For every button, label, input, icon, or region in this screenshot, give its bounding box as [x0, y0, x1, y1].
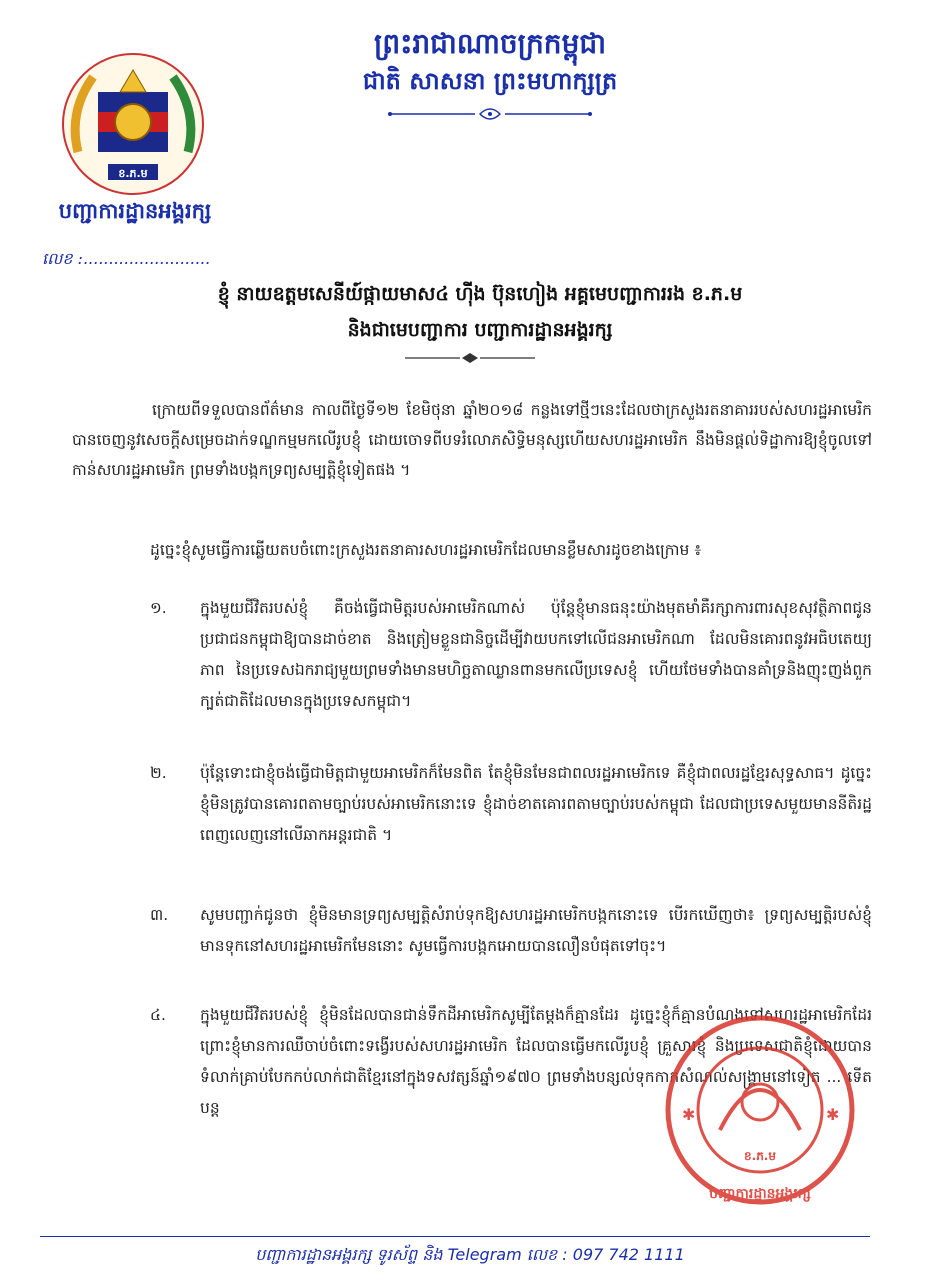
- intro-paragraph: ក្រោយពីទទួលបានព័ត៌មាន កាលពីថ្ងៃទី១២ ខែមិថុនា ឆ្នាំ២០១៨ កន្លងទៅថ្មីៗនេះដែលថាក្រសួងរតនាគាររបស់សហរដ្ឋអាមេរិក បានចេញនូវសេចក្ដីសម្រេចដាក់ទណ្ឌកម្មមកលើរូបខ្ញុំ ដោយចោទពីបទរំលោភសិទ្ធិមនុស្សហើយសហរដ្ឋអាមេរិក នឹងមិនផ្ដល់ទិដ្ឋាការឱ្យខ្ញុំចូលទៅកាន់សហរដ្ឋអាមេរិក ព្រមទាំងបង្កកទ្រព្យសម្បត្តិខ្ញុំទៀតផង ។: [72, 401, 872, 479]
- national-motto: ជាតិ សាសនា ព្រះមហាក្សត្រ: [362, 67, 618, 95]
- unit-emblem-logo: [58, 52, 208, 200]
- item-text: ក្នុងមួយជីវិតរបស់ខ្ញុំ ខ្ញុំមិនដែលបានជាន់ទឹកដីអាមេរិកសូម្បីតែម្ដងក៏គ្មានដែរ ដូច្នេះខ្ញុំក៏គ្មានបំណងទៅសហរដ្ឋអាមេរិកដែរព្រោះខ្ញុំមានការឈឺចាប់ចំពោះទង្វើរបស់សហរដ្ឋអាមេរិក ដែលបានធ្វើមកលើរូបខ្ញុំ គ្រួសារខ្ញុំ និងប្រទេសជាតិខ្ញុំដោយបានទំលាក់គ្រាប់បែកកប់លាក់ជាតិខ្មែរនៅក្នុងទសវត្សន៍ឆ្នាំ១៩៧០ ព្រមទាំងបន្សល់ទុកកាកសំណល់សង្គ្រាមនៅទៀត ... ទើតបន្ត: [200, 1006, 872, 1117]
- unit-name: បញ្ជាការដ្ឋានអង្គរក្ស: [58, 199, 212, 223]
- divider-icon: [400, 351, 540, 365]
- svg-text:✱: ✱: [682, 1105, 696, 1124]
- svg-text:ខ.ភ.ម: ខ.ភ.ម: [744, 1149, 776, 1163]
- svg-text:ខ.ភ.ម: ខ.ភ.ម: [118, 167, 148, 180]
- ornament-divider-icon: [380, 104, 600, 124]
- item-text: ប៉ុន្តែទោះជាខ្ញុំចង់ធ្វើជាមិត្តជាមួយអាមេរិកក៏មែនពិត តែខ្ញុំមិនមែនជាពលរដ្ឋអាមេរិកទេ គឺខ្ញុំជាពលរដ្ឋខ្មែរសុទ្ធសាធ។ ដូច្នេះខ្ញុំមិនត្រូវបានគោរពតាមច្បាប់របស់អាមេរិកនោះទេ ខ្ញុំដាច់ខាតគោរពតាមច្បាប់របស់កម្ពុជា ដែលជាប្រទេសមួយមាននីតិរដ្ឋពេញលេញនៅលើឆាកអន្តរជាតិ ។: [200, 764, 872, 844]
- kingdom-heading: ព្រះរាជាណាចក្រកម្ពុជា: [373, 27, 606, 60]
- item-text: សូមបញ្ជាក់ជូនថា ខ្ញុំមិនមានទ្រព្យសម្បត្តិសំរាប់ទុកឱ្យសហរដ្ឋអាមេរិកបង្កកនោះទេ បើរកឃើញថា៖ ទ្រព្យសម្បត្តិរបស់ខ្ញុំមានទុកនៅសហរដ្ឋអាមេរិកមែននោះ សូមធ្វើការបង្កកអោយបានលឿនបំផុតទៅចុះ។: [200, 906, 872, 955]
- item-text: ក្នុងមួយជីវិតរបស់ខ្ញុំ គឺចង់ធ្វើជាមិត្តរបស់អាមេរិកណាស់ ប៉ុន្តែខ្ញុំមានធនុះយ៉ាងមុតមាំគឺរក្សាការពារសុខសុវត្ថិភាពជូនប្រជាជនកម្ពុជាឱ្យបានដាច់ខាត និងត្រៀមខ្លួនជានិច្ចដើម្បីវាយបកទៅលើជនអាមេរិកណា ដែលមិនគោរពនូវអធិបតេយ្យភាព នៃប្រទេសឯករាជ្យមួយព្រមទាំងមានមហិច្ឆតាឈ្លានពានមកលើប្រទេសខ្ញុំ ហើយថែមទាំងបានគាំទ្រនិងញុះញង់ពួកក្បត់ជាតិដែលមានក្នុងប្រទេសកម្ពុជា។: [200, 599, 872, 710]
- letter-title-line-2: និងជាមេបញ្ជាការ បញ្ជាការដ្ឋានអង្គរក្ស: [347, 319, 613, 341]
- item-number: ៣.: [150, 906, 169, 924]
- lead-paragraph: ដូច្នេះខ្ញុំសូមធ្វើការឆ្លើយតបចំពោះក្រសួងរតនាគារសហរដ្ឋអាមេរិកដែលមានខ្លឹមសារដូចខាងក្រោម ៖: [150, 541, 702, 559]
- official-stamp-seal: [660, 1010, 860, 1215]
- svg-text:✱: ✱: [826, 1105, 840, 1124]
- footer-rule: [40, 1236, 870, 1237]
- reference-number: លេខ :.........................: [42, 249, 211, 268]
- item-number: ៤.: [150, 1006, 166, 1024]
- footer-contact: បញ្ជាការដ្ឋានអង្គរក្ស ទូរស័ព្ទ និង Telegram លេខ : 097 742 1111: [255, 1245, 685, 1264]
- item-number: ២.: [150, 764, 167, 782]
- letter-title-line-1: ខ្ញុំ នាយឧត្តមសេនីយ៍ផ្កាយមាស៤ ហ៊ីង ប៊ុនហៀង អគ្គមេបញ្ជាការរង ខ.ភ.ម: [217, 283, 743, 305]
- item-number: ១.: [150, 599, 167, 617]
- svg-text:បញ្ជាការដ្ឋានអង្គរក្ស: បញ្ជាការដ្ឋានអង្គរក្ស: [709, 1186, 811, 1202]
